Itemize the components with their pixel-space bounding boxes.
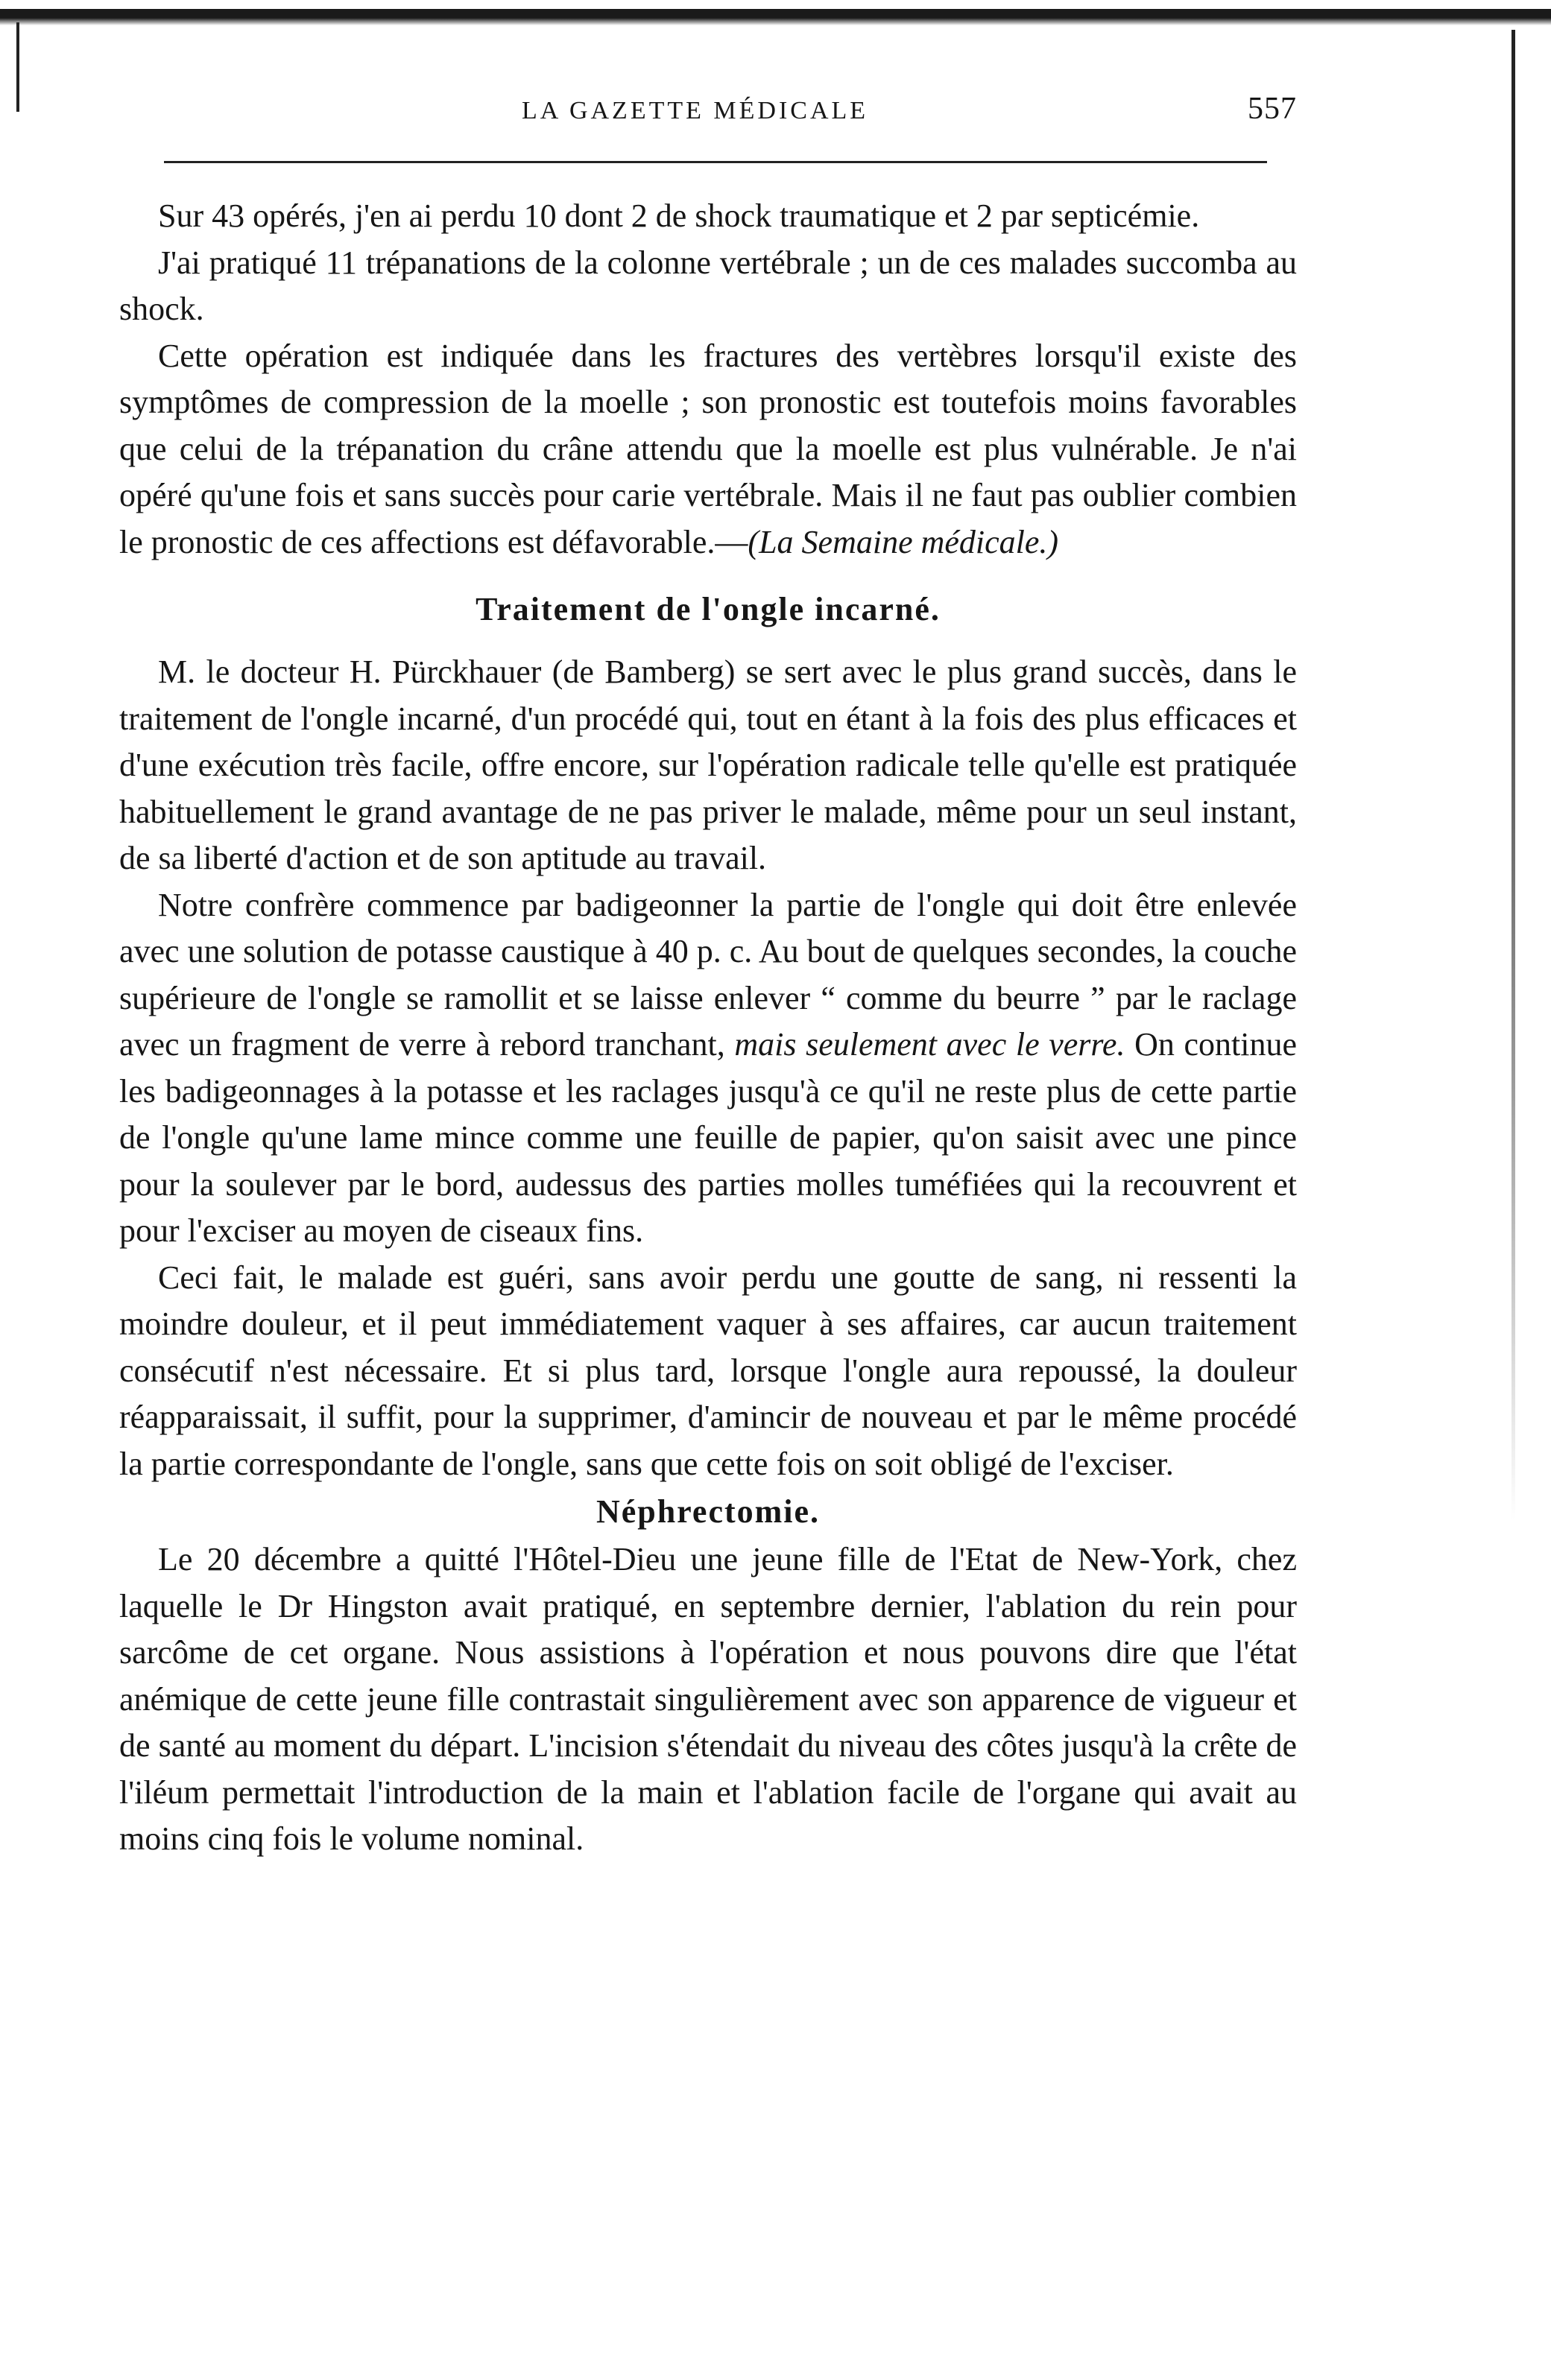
header-rule xyxy=(164,161,1267,163)
article-text xyxy=(119,193,1297,1863)
page xyxy=(119,82,1297,1863)
scan-left-edge xyxy=(16,22,19,112)
paragraph-continuation: On continue les badigeonnages à la potasse et les raclages jusqu'à ce qu'il ne reste plus de cette partie de l'ongle qu'une lame mince comme une feuille de papier, qu'on saisit avec une pince pour la soulever par le bord, audessus des parties molles tuméfiées qui la recouvrent et pour l'exciser au moyen de ciseaux fins. xyxy=(119,1026,1297,1249)
paragraph: M. le docteur H. Pürckhauer (de Bamberg) se sert avec le plus grand succès, dans le traitement de l'ongle incarné, d'un procédé qui, tout en étant à la fois des plus efficaces et d'une exécution très facile, offre encore, sur l'opération radicale telle qu'elle est pratiquée habituellement le grand avantage de ne pas priver le malade, même pour un seul instant, de sa liberté d'action et de son aptitude au travail. xyxy=(119,653,1297,876)
paragraph: Le 20 décembre a quitté l'Hôtel-Dieu une jeune fille de l'Etat de New-York, chez laquelle le Dr Hingston avait pratiqué, en septembre dernier, l'ablation du rein pour sarcôme de cet organe. Nous assistions à l'opération et nous pouvons dire que l'état anémique de cette jeune fille contrastait singulièrement avec son apparence de vigueur et de santé au moment du départ. L'incision s'étendait du niveau des côtes jusqu'à la crête de l'iléum permettait l'introduction de la main et l'ablation facile de l'organe qui avait au moins cinq fois le volume nominal. xyxy=(119,1541,1297,1857)
source-citation: (La Semaine médicale.) xyxy=(748,523,1059,560)
paragraph: J'ai pratiqué 11 trépanations de la colonne vertébrale ; un de ces malades succomba au shock. xyxy=(119,244,1297,327)
section-nephrectomie xyxy=(119,1536,1297,1863)
emphasis-text: mais seulement avec le verre. xyxy=(734,1026,1125,1063)
running-title: LA GAZETTE MÉDICALE xyxy=(522,97,869,124)
paragraph: Sur 43 opérés, j'en ai perdu 10 dont 2 de shock traumatique et 2 par septicémie. xyxy=(158,197,1200,234)
paragraph: Ceci fait, le malade est guéri, sans avoir perdu une goutte de sang, ni ressenti la moindre douleur, et il peut immédiatement vaquer à ses affaires, car aucun traitement consécutif n'est nécessaire. Et si plus tard, lorsque l'ongle aura repoussé, la douleur réapparaissait, il suffit, pour la supprimer, d'amincir de nouveau et par le même procédé la partie correspondante de l'ongle, sans que cette fois on soit obligé de l'exciser. xyxy=(119,1259,1297,1482)
paragraph-text: Notre confrère commence par badigeonner la partie de l'ongle qui doit être enlevée avec une solution de potasse caustique à 40 p. c. Au bout de quelques secondes, la couche supérieure de l'ongle se ramollit et se laisse enlever “ comme du beurre ” par le raclage avec un fragment de verre à rebord tranchant, xyxy=(119,886,1297,1063)
section-title-ongle: Traitement de l'ongle incarné. xyxy=(476,591,941,627)
page-number: 557 xyxy=(1248,92,1297,126)
paragraph xyxy=(119,882,1297,1255)
paragraph-text: Cette opération est indiquée dans les fractures des vertèbres lorsqu'il existe des symptômes de compression de la moelle ; son pronostic est toutefois moins favorables que celui de la trépanation du crâne attendu que la moelle est plus vulnérable. Je n'ai opéré qu'une fois et sans succès pour carie vertébrale. Mais il ne faut pas oublier combien le pronostic de ces affections est défavorable.— xyxy=(119,337,1297,560)
section-title-nephrectomie: Néphrectomie. xyxy=(596,1493,821,1530)
paragraph xyxy=(119,333,1297,566)
section-ongle xyxy=(119,649,1297,1487)
page-header xyxy=(119,82,1297,142)
section-trepanation xyxy=(119,193,1297,566)
scan-top-edge xyxy=(0,9,1551,25)
scan-right-edge xyxy=(1511,30,1515,1520)
